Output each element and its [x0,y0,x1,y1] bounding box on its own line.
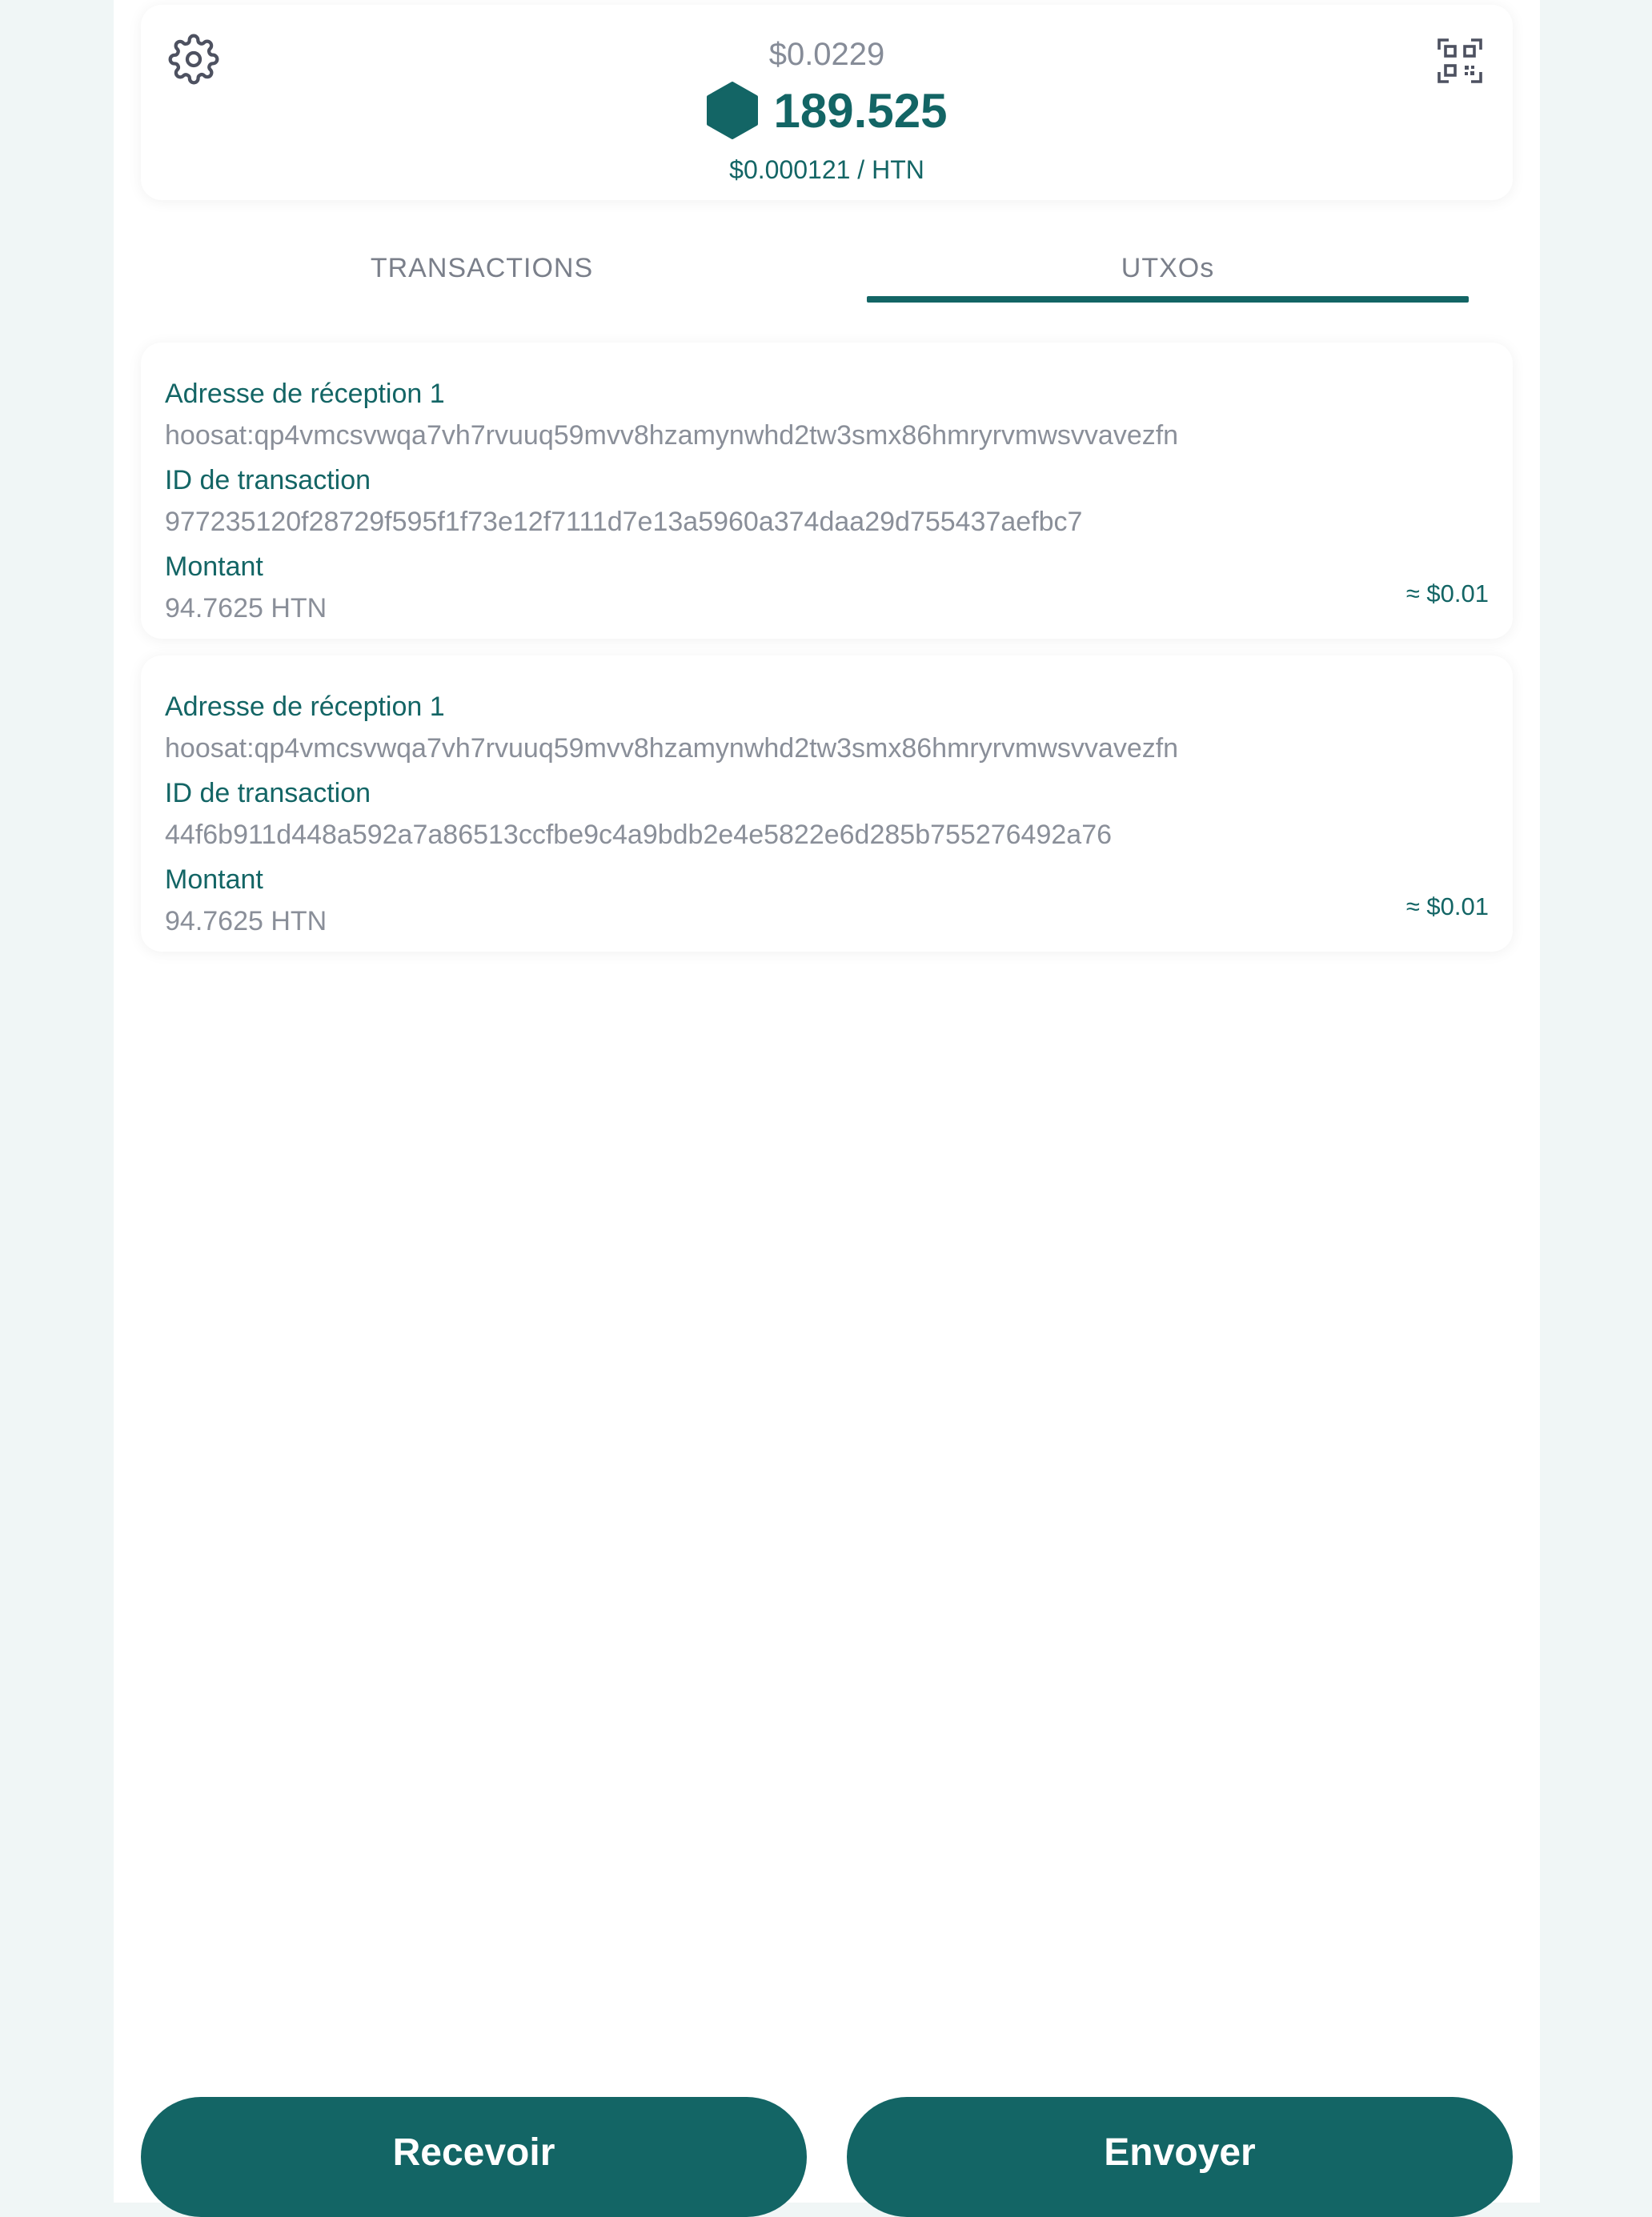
balance-card [141,5,1513,200]
tab-bar [141,240,1513,304]
qr-scan-icon [1437,38,1482,83]
utxo-card[interactable] [141,343,1513,639]
active-tab-indicator [867,296,1469,303]
unit-price: $0.000121 / HTN [729,155,924,184]
txid-value: 977235120f28729f595f1f73e12f7111d7e13a5960a374daa29d755437aefbc7 [165,507,1083,537]
receive-button[interactable]: Recevoir [141,2097,807,2217]
address-label: Adresse de réception 1 [165,692,445,722]
fiat-value: ≈ $0.01 [1405,579,1489,607]
address-value: hoosat:qp4vmcsvwqa7vh7rvuuq59mvv8hzamynwhd2tw3smx86hmryrvmwsvvavezfn [165,733,1179,764]
hexagon-icon [707,82,758,139]
tab-transactions[interactable]: TRANSACTIONS [370,253,594,283]
qr-scan-button[interactable] [1431,32,1489,90]
txid-label: ID de transaction [165,778,371,808]
amount-label: Montant [165,864,263,895]
address-value: hoosat:qp4vmcsvwqa7vh7rvuuq59mvv8hzamynwhd2tw3smx86hmryrvmwsvvavezfn [165,420,1179,451]
txid-value: 44f6b911d448a592a7a86513ccfbe9c4a9bdb2e4e5822e6d285b755276492a76 [165,820,1113,850]
address-label: Adresse de réception 1 [165,379,445,409]
wallet-page [114,0,1540,2203]
amount-value: 94.7625 HTN [165,906,327,936]
crypto-balance [141,82,1513,139]
crypto-amount: 189.525 [773,83,948,138]
tab-utxos[interactable]: UTXOs [1121,253,1215,283]
amount-value: 94.7625 HTN [165,593,327,623]
send-button[interactable]: Envoyer [847,2097,1513,2217]
amount-label: Montant [165,551,263,582]
txid-label: ID de transaction [165,465,371,495]
fiat-total: $0.0229 [768,37,885,72]
utxo-card[interactable] [141,655,1513,952]
fiat-value: ≈ $0.01 [1405,892,1489,920]
